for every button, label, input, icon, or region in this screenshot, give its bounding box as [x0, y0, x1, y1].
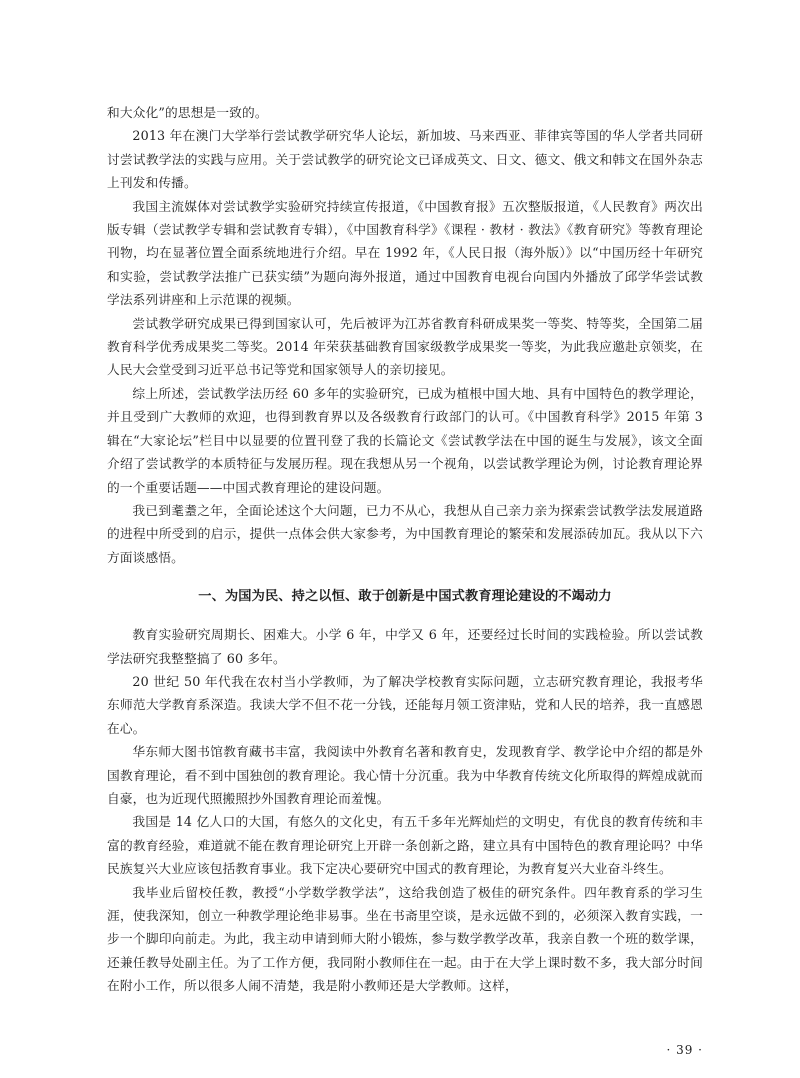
page-number: · 39 · [666, 1043, 703, 1057]
paragraph: 综上所述，尝试教学法历经 60 多年的实验研究，已成为植根中国大地、具有中国特色的教学理论，并且受到广大教师的欢迎，也得到教育界以及各级教育行政部门的认可。《中国教育科学》2015 年第 3 辑在“大家论坛”栏目中以显要的位置刊登了我的长篇论文《尝试教学法在中国的诞生与发展》，该文全面介绍了尝试教学的本质特征与发展历程。现在我想从另一个视角，以尝试教学理论为例，讨论教育理论界的一个重要话题——中国式教育理论的建设问题。 [107, 385, 703, 495]
paragraph: 和大众化”的思想是一致的。 [107, 105, 268, 120]
paragraph: 2013 年在澳门大学举行尝试教学研究华人论坛，新加坡、马来西亚、菲律宾等国的华人学者共同研讨尝试教学法的实践与应用。关于尝试教学的研究论文已译成英文、日文、德文、俄文和韩文在国外杂志上刊发和传播。 [107, 128, 703, 191]
section-heading: 一、为国为民、持之以恒、敢于创新是中国式教育理论建设的不竭动力 [198, 589, 612, 605]
paragraph: 尝试教学研究成果已得到国家认可，先后被评为江苏省教育科研成果奖一等奖、特等奖，全国第二届教育科学优秀成果奖二等奖。2014 年荣获基础教育国家级教学成果奖一等奖，为此我应邀赴京领奖，在人民大会堂受到习近平总书记等党和国家领导人的亲切接见。 [107, 315, 703, 378]
paragraph: 教育实验研究周期长、困难大。小学 6 年，中学又 6 年，还要经过长时间的实践检验。所以尝试教学法研究我整整搞了 60 多年。 [107, 627, 703, 666]
paragraph: 我已到耄耋之年，全面论述这个大问题，已力不从心，我想从自己亲力亲为探索尝试教学法发展道路的进程中所受到的启示，提供一点体会供大家参考，为中国教育理论的繁荣和发展添砖加瓦。我从以下六方面谈感悟。 [107, 502, 703, 565]
paragraph: 华东师大图书馆教育藏书丰富，我阅读中外教育名著和教育史，发现教育学、教学论中介绍的都是外国教育理论，看不到中国独创的教育理论。我心情十分沉重。我为中华教育传统文化所取得的辉煌成就而自豪，也为近现代照搬照抄外国教育理论而羞愧。 [107, 744, 703, 806]
paragraph: 我国是 14 亿人口的大国，有悠久的文化史，有五千多年光辉灿烂的文明史，有优良的教育传统和丰富的教育经验，难道就不能在教育理论研究上开辟一条创新之路，建立具有中国特色的教育理论吗？中华民族复兴大业应该包括教育事业。我下定决心要研究中国式的教育理论，为教育复兴大业奋斗终生。 [107, 814, 703, 877]
body-text [107, 101, 703, 998]
paragraph: 20 世纪 50 年代我在农村当小学教师，为了解决学校教育实际问题，立志研究教育理论，我报考华东师范大学教育系深造。我读大学不但不花一分钱，还能每月领工资津贴，党和人民的培养，我一直感恩在心。 [107, 673, 703, 736]
paragraph: 我国主流媒体对尝试教学实验研究持续宣传报道，《中国教育报》五次整版报道，《人民教育》两次出版专辑（尝试教学专辑和尝试教育专辑），《中国教育科学》《课程 · 教材 · 教法》《教育研究》等教育理论刊物，均在显著位置全面系统地进行介绍。早在 1992 年，《人民日报（海外版）》以“中国历经十年研究和实验，尝试教学法推广已获实绩”为题向海外报道，通过中国教育电视台向国内外播放了邱学华尝试教学法系列讲座和上示范课的视频。 [107, 198, 703, 308]
paragraph: 我毕业后留校任教，教授“小学数学教学法”，这给我创造了极佳的研究条件。四年教育系的学习生涯，使我深知，创立一种教学理论绝非易事。坐在书斋里空谈，是永远做不到的，必须深入教育实践，一步一个脚印向前走。为此，我主动申请到师大附小锻炼，参与数学教学改革，我亲自教一个班的数学课，还兼任教导处副主任。为了工作方便，我同附小教师住在一起。由于在大学上课时数不多，我大部分时间在附小工作，所以很多人闹不清楚，我是附小教师还是大学教师。这样， [107, 884, 703, 994]
